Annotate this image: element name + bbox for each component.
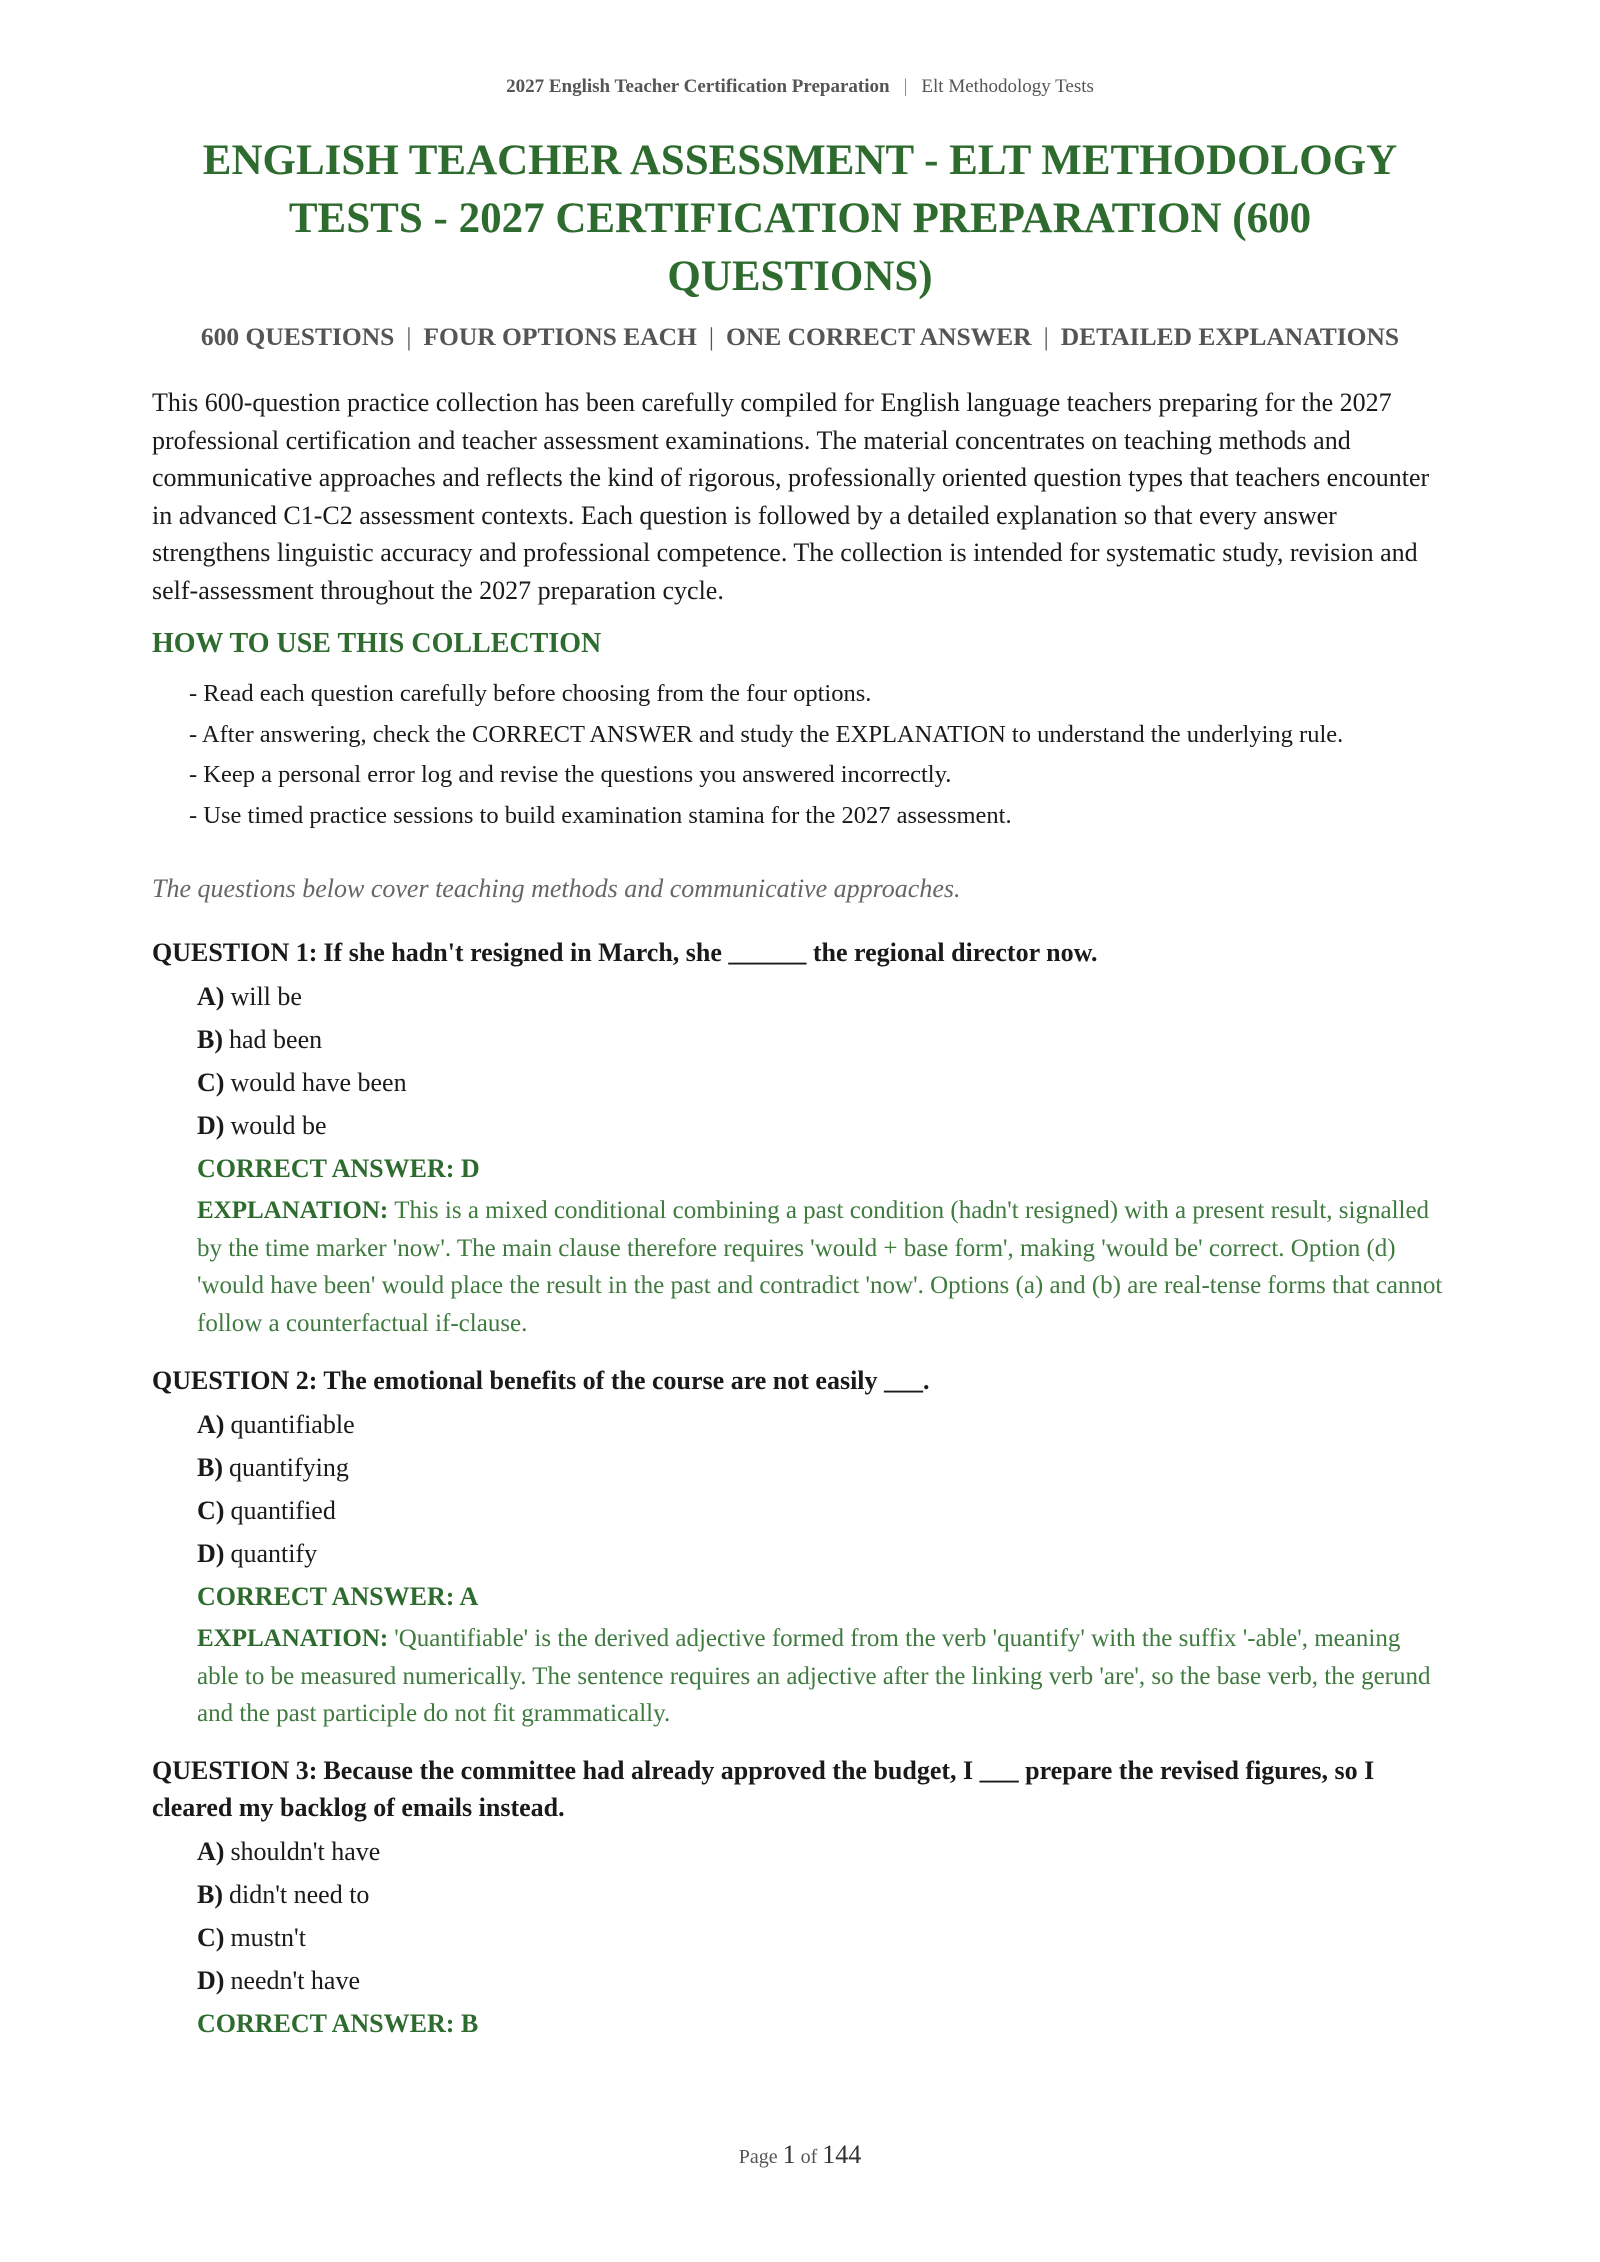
option-letter: B) bbox=[197, 1453, 223, 1482]
option-letter: A) bbox=[197, 1837, 225, 1866]
intro-paragraph: This 600-question practice collection has been carefully compiled for English language teachers preparing for the 2027 professional certification and teacher assessment examinations. The material concentrates on teaching methods and communicative approaches and reflects the kind of rigorous, professionally oriented question types that teachers encounter in advanced C1-C2 assessment contexts. Each question is followed by a detailed explanation so that every answer strengthens linguistic accuracy and professional competence. The collection is intended for systematic study, revision and self-assessment throughout the 2027 preparation cycle. bbox=[152, 388, 1430, 605]
option-d bbox=[197, 1104, 1448, 1147]
running-header-section: Elt Methodology Tests bbox=[921, 76, 1094, 97]
explanation-label: EXPLANATION: bbox=[197, 1625, 389, 1652]
question-text bbox=[152, 1752, 1448, 1826]
question-stem: The emotional benefits of the course are not easily ___. bbox=[323, 1366, 930, 1395]
option-text: quantified bbox=[230, 1496, 336, 1525]
question-text bbox=[152, 1362, 1448, 1399]
question-3 bbox=[152, 1752, 1448, 2045]
option-b bbox=[197, 1446, 1448, 1489]
correct-answer: CORRECT ANSWER: B bbox=[197, 2009, 479, 2038]
how-to-heading: HOW TO USE THIS COLLECTION bbox=[152, 628, 602, 659]
option-letter: D) bbox=[197, 1539, 225, 1568]
option-b bbox=[197, 1873, 1448, 1916]
option-text: quantify bbox=[230, 1539, 318, 1568]
explanation-text: This is a mixed conditional combining a past condition (hadn't resigned) with a present result, signalled by the time marker 'now'. The main clause therefore requires 'would + base form', making 'would be' correct. Option (d) 'would have been' would place the result in the past and contradict 'now'. Options (a) and (b) are real-tense forms that cannot follow a counterfactual if-clause. bbox=[197, 1197, 1443, 1337]
subtitle-item: DETAILED EXPLANATIONS bbox=[1060, 322, 1400, 351]
option-text: mustn't bbox=[230, 1923, 306, 1952]
subtitle-item: 600 QUESTIONS bbox=[200, 322, 395, 351]
how-to-item: - Use timed practice sessions to build examination stamina for the 2027 assessment. bbox=[189, 801, 1012, 829]
explanation bbox=[152, 1192, 1448, 1342]
subtitle-item: ONE CORRECT ANSWER bbox=[725, 322, 1032, 351]
option-letter: A) bbox=[197, 982, 225, 1011]
option-a bbox=[197, 975, 1448, 1018]
question-label: QUESTION 2: bbox=[152, 1366, 318, 1395]
subtitle-separator: | bbox=[708, 322, 714, 351]
option-d bbox=[197, 1959, 1448, 2002]
of-word: of bbox=[800, 2146, 818, 2168]
how-to-item: - Keep a personal error log and revise the questions you answered incorrectly. bbox=[189, 761, 952, 788]
explanation-text: 'Quantifiable' is the derived adjective formed from the verb 'quantify' with the suffix '-able', meaning able to be measured numerically. The sentence requires an adjective after the linking verb 'are', so the base verb, the gerund and the past participle do not fit grammatically. bbox=[197, 1625, 1431, 1727]
option-d bbox=[197, 1532, 1448, 1575]
document-title: ENGLISH TEACHER ASSESSMENT - ELT METHODOLOGY TESTS - 2027 CERTIFICATION PREPARATION (600 QUESTIONS) bbox=[202, 137, 1398, 300]
option-a bbox=[197, 1830, 1448, 1873]
option-a bbox=[197, 1403, 1448, 1446]
option-letter: B) bbox=[197, 1880, 223, 1909]
page-footer bbox=[152, 2140, 1448, 2170]
how-to-list bbox=[189, 676, 1448, 838]
running-header-title: 2027 English Teacher Certification Preparation bbox=[506, 76, 890, 97]
correct-answer: CORRECT ANSWER: D bbox=[197, 1154, 480, 1183]
option-c bbox=[197, 1489, 1448, 1532]
document-subtitle bbox=[132, 322, 1468, 352]
question-1 bbox=[152, 934, 1448, 1342]
option-text: will be bbox=[230, 982, 302, 1011]
option-letter: C) bbox=[197, 1496, 225, 1525]
how-to-item: - After answering, check the CORRECT ANSWER and study the EXPLANATION to understand the underlying rule. bbox=[189, 720, 1344, 748]
option-text: would have been bbox=[230, 1068, 407, 1097]
option-letter: D) bbox=[197, 1966, 225, 1995]
explanation bbox=[152, 1620, 1448, 1733]
option-b bbox=[197, 1018, 1448, 1061]
option-text: would be bbox=[230, 1111, 327, 1140]
option-text: needn't have bbox=[230, 1966, 361, 1995]
option-text: quantifiable bbox=[230, 1410, 355, 1439]
option-letter: B) bbox=[197, 1025, 223, 1054]
page-word: Page bbox=[738, 2146, 778, 2168]
question-text bbox=[152, 934, 1448, 971]
explanation-label: EXPLANATION: bbox=[197, 1197, 389, 1224]
page-number: 1 bbox=[782, 2140, 796, 2169]
option-letter: C) bbox=[197, 1923, 225, 1952]
option-text: had been bbox=[229, 1025, 323, 1054]
option-letter: C) bbox=[197, 1068, 225, 1097]
option-c bbox=[197, 1061, 1448, 1104]
subtitle-item: FOUR OPTIONS EACH bbox=[423, 322, 697, 351]
page-total: 144 bbox=[822, 2140, 862, 2169]
question-stem: Because the committee had already approved the budget, I ___ prepare the revised figures, so I cleared my backlog of emails instead. bbox=[152, 1756, 1375, 1822]
how-to-item: - Read each question carefully before choosing from the four options. bbox=[189, 680, 872, 707]
coverage-note: The questions below cover teaching methods and communicative approaches. bbox=[152, 874, 961, 903]
option-c bbox=[197, 1916, 1448, 1959]
document-page bbox=[152, 0, 1448, 2262]
subtitle-separator: | bbox=[406, 322, 412, 351]
running-header-separator: | bbox=[903, 76, 908, 97]
question-label: QUESTION 1: bbox=[152, 938, 318, 967]
correct-answer: CORRECT ANSWER: A bbox=[197, 1582, 479, 1611]
option-letter: A) bbox=[197, 1410, 225, 1439]
running-header bbox=[152, 76, 1448, 98]
subtitle-separator: | bbox=[1043, 322, 1049, 351]
option-list bbox=[152, 975, 1448, 1147]
option-letter: D) bbox=[197, 1111, 225, 1140]
option-list bbox=[152, 1403, 1448, 1575]
question-2 bbox=[152, 1362, 1448, 1733]
question-stem: If she hadn't resigned in March, she ______ the regional director now. bbox=[323, 938, 1098, 967]
option-text: shouldn't have bbox=[230, 1837, 381, 1866]
question-label: QUESTION 3: bbox=[152, 1756, 318, 1785]
option-list bbox=[152, 1830, 1448, 2002]
option-text: didn't need to bbox=[229, 1880, 370, 1909]
option-text: quantifying bbox=[229, 1453, 349, 1482]
